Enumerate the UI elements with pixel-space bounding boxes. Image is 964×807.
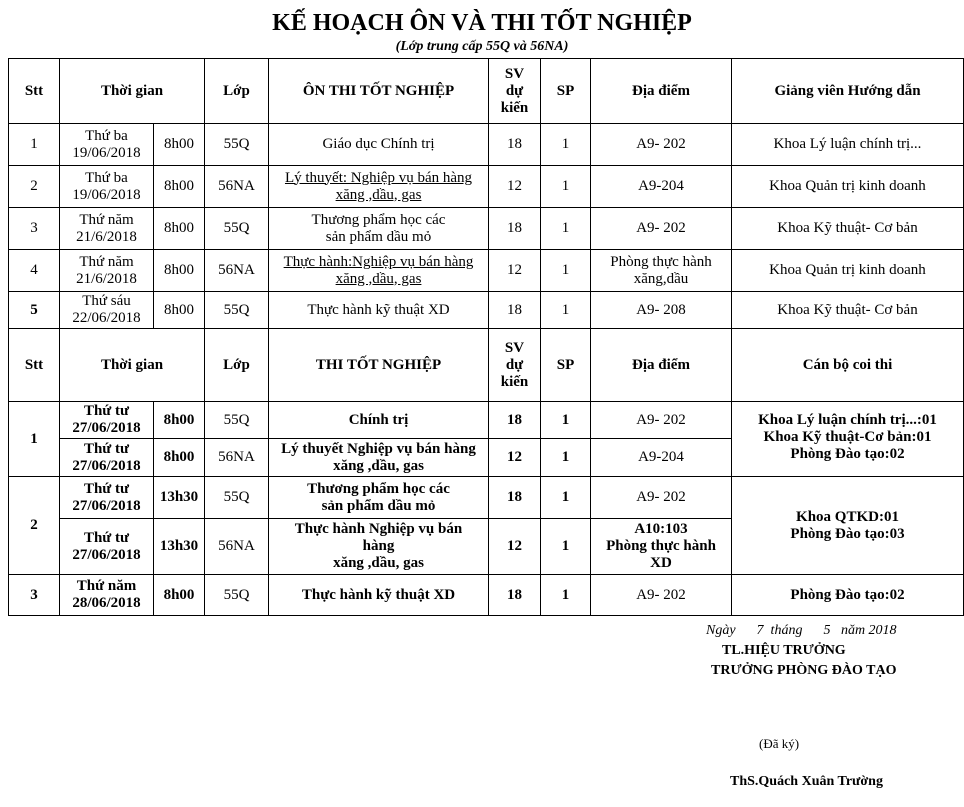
- class-cell: 55Q: [205, 575, 269, 616]
- proctor-cell: Khoa QTKD:01 Phòng Đào tạo:03: [732, 477, 964, 575]
- table-row: [9, 208, 964, 250]
- day-date-cell: Thứ ba 19/06/2018: [60, 124, 154, 166]
- hour-cell: 8h00: [154, 439, 205, 477]
- teacher-cell: Khoa Kỹ thuật- Cơ bản: [732, 292, 964, 329]
- place-cell: A9- 202: [591, 477, 732, 519]
- place-cell: A9- 202: [591, 402, 732, 439]
- class-cell: 55Q: [205, 477, 269, 519]
- sp-cell: 1: [541, 519, 591, 575]
- proctor-cell: Khoa Lý luận chính trị...:01 Khoa Kỹ thuật-Cơ bản:01 Phòng Đào tạo:02: [732, 402, 964, 477]
- table-row: [9, 124, 964, 166]
- header-stt: Stt: [9, 59, 60, 124]
- sp-cell: 1: [541, 250, 591, 292]
- day-date-cell: Thứ năm 28/06/2018: [60, 575, 154, 616]
- sv-cell: 12: [489, 166, 541, 208]
- table-row: [9, 477, 964, 519]
- stt-cell: 5: [9, 292, 60, 329]
- header-class: Lớp: [205, 59, 269, 124]
- stt-cell: 1: [9, 402, 60, 477]
- signature-date: Ngày 7 tháng 5 năm 2018: [706, 623, 897, 638]
- subject-cell: Lý thuyết Nghiệp vụ bán hàng xăng ,dầu, gas: [269, 439, 489, 477]
- day-date-cell: Thứ tư 27/06/2018: [60, 477, 154, 519]
- place-cell: A9- 208: [591, 292, 732, 329]
- subject-cell: Thương phẩm học các sản phẩm dầu mỏ: [269, 477, 489, 519]
- table-row: [9, 250, 964, 292]
- subject-cell: Thương phẩm học các sản phẩm dầu mỏ: [269, 208, 489, 250]
- exam-header-row: [9, 329, 964, 402]
- sv-cell: 18: [489, 124, 541, 166]
- header-place: Địa điểm: [591, 59, 732, 124]
- teacher-cell: Khoa Quản trị kinh doanh: [732, 166, 964, 208]
- sp-cell: 1: [541, 402, 591, 439]
- stt-cell: 1: [9, 124, 60, 166]
- sp-cell: 1: [541, 166, 591, 208]
- header-sp: SP: [541, 329, 591, 402]
- class-cell: 55Q: [205, 208, 269, 250]
- sv-cell: 18: [489, 292, 541, 329]
- sp-cell: 1: [541, 124, 591, 166]
- header-place: Địa điểm: [591, 329, 732, 402]
- table-row: [9, 292, 964, 329]
- class-cell: 55Q: [205, 402, 269, 439]
- stt-cell: 3: [9, 208, 60, 250]
- hour-cell: 8h00: [154, 166, 205, 208]
- signature-role-2: TRƯỞNG PHÒNG ĐÀO TẠO: [711, 663, 897, 678]
- table-row: [9, 166, 964, 208]
- subject-cell: Thực hành Nghiệp vụ bán hàng xăng ,dầu, gas: [269, 519, 489, 575]
- sv-cell: 18: [489, 208, 541, 250]
- hour-cell: 13h30: [154, 477, 205, 519]
- teacher-cell: Khoa Quản trị kinh doanh: [732, 250, 964, 292]
- day-date-cell: Thứ năm 21/6/2018: [60, 250, 154, 292]
- sp-cell: 1: [541, 208, 591, 250]
- class-cell: 55Q: [205, 292, 269, 329]
- subject-cell: Thực hành kỹ thuật XD: [269, 575, 489, 616]
- class-cell: 56NA: [205, 519, 269, 575]
- stt-cell: 4: [9, 250, 60, 292]
- stt-cell: 2: [9, 166, 60, 208]
- signature-role-1: TL.HIỆU TRƯỞNG: [722, 643, 846, 658]
- hour-cell: 8h00: [154, 208, 205, 250]
- header-sv: SV dự kiến: [489, 59, 541, 124]
- sv-cell: 12: [489, 519, 541, 575]
- page-subtitle: (Lớp trung cấp 55Q và 56NA): [395, 39, 569, 54]
- class-cell: 55Q: [205, 124, 269, 166]
- day-date-cell: Thứ năm 21/6/2018: [60, 208, 154, 250]
- header-sv: SV dự kiến: [489, 329, 541, 402]
- sv-cell: 12: [489, 439, 541, 477]
- day-date-cell: Thứ tư 27/06/2018: [60, 519, 154, 575]
- header-time: Thời gian: [60, 329, 205, 402]
- place-cell: A10:103 Phòng thực hành XD: [591, 519, 732, 575]
- signature-name: ThS.Quách Xuân Trường: [730, 774, 883, 789]
- class-cell: 56NA: [205, 166, 269, 208]
- sv-cell: 12: [489, 250, 541, 292]
- hour-cell: 8h00: [154, 402, 205, 439]
- place-cell: A9- 202: [591, 575, 732, 616]
- stt-cell: 3: [9, 575, 60, 616]
- sv-cell: 18: [489, 575, 541, 616]
- place-cell: Phòng thực hành xăng,dầu: [591, 250, 732, 292]
- subject-cell: Lý thuyết: Nghiệp vụ bán hàng xăng ,dầu, gas: [269, 166, 489, 208]
- header-time: Thời gian: [60, 59, 205, 124]
- header-subject: ÔN THI TỐT NGHIỆP: [269, 59, 489, 124]
- header-sp: SP: [541, 59, 591, 124]
- place-cell: A9-204: [591, 166, 732, 208]
- day-date-cell: Thứ ba 19/06/2018: [60, 166, 154, 208]
- hour-cell: 13h30: [154, 519, 205, 575]
- class-cell: 56NA: [205, 439, 269, 477]
- day-date-cell: Thứ tư 27/06/2018: [60, 402, 154, 439]
- day-date-cell: Thứ tư 27/06/2018: [60, 439, 154, 477]
- place-cell: A9- 202: [591, 124, 732, 166]
- header-class: Lớp: [205, 329, 269, 402]
- hour-cell: 8h00: [154, 292, 205, 329]
- place-cell: A9-204: [591, 439, 732, 477]
- hour-cell: 8h00: [154, 575, 205, 616]
- header-teacher: Giảng viên Hướng dẫn: [732, 59, 964, 124]
- review-header-row: [9, 59, 964, 124]
- sp-cell: 1: [541, 575, 591, 616]
- teacher-cell: Khoa Kỹ thuật- Cơ bản: [732, 208, 964, 250]
- header-proctor: Cán bộ coi thi: [732, 329, 964, 402]
- day-date-cell: Thứ sáu 22/06/2018: [60, 292, 154, 329]
- sp-cell: 1: [541, 439, 591, 477]
- teacher-cell: Khoa Lý luận chính trị...: [732, 124, 964, 166]
- signature-signed-note: (Đã ký): [759, 736, 800, 751]
- subject-cell: Chính trị: [269, 402, 489, 439]
- subject-cell: Thực hành:Nghiệp vụ bán hàng xăng ,dầu, gas: [269, 250, 489, 292]
- sv-cell: 18: [489, 402, 541, 439]
- stt-cell: 2: [9, 477, 60, 575]
- schedule-table: [8, 58, 964, 616]
- place-cell: A9- 202: [591, 208, 732, 250]
- subject-cell: Thực hành kỹ thuật XD: [269, 292, 489, 329]
- sp-cell: 1: [541, 477, 591, 519]
- hour-cell: 8h00: [154, 250, 205, 292]
- hour-cell: 8h00: [154, 124, 205, 166]
- sv-cell: 18: [489, 477, 541, 519]
- header-subject: THI TỐT NGHIỆP: [269, 329, 489, 402]
- class-cell: 56NA: [205, 250, 269, 292]
- proctor-cell: Phòng Đào tạo:02: [732, 575, 964, 616]
- table-row: [9, 575, 964, 616]
- header-stt: Stt: [9, 329, 60, 402]
- page-title: KẾ HOẠCH ÔN VÀ THI TỐT NGHIỆP: [272, 10, 692, 36]
- sp-cell: 1: [541, 292, 591, 329]
- table-row: [9, 402, 964, 439]
- subject-cell: Giáo dục Chính trị: [269, 124, 489, 166]
